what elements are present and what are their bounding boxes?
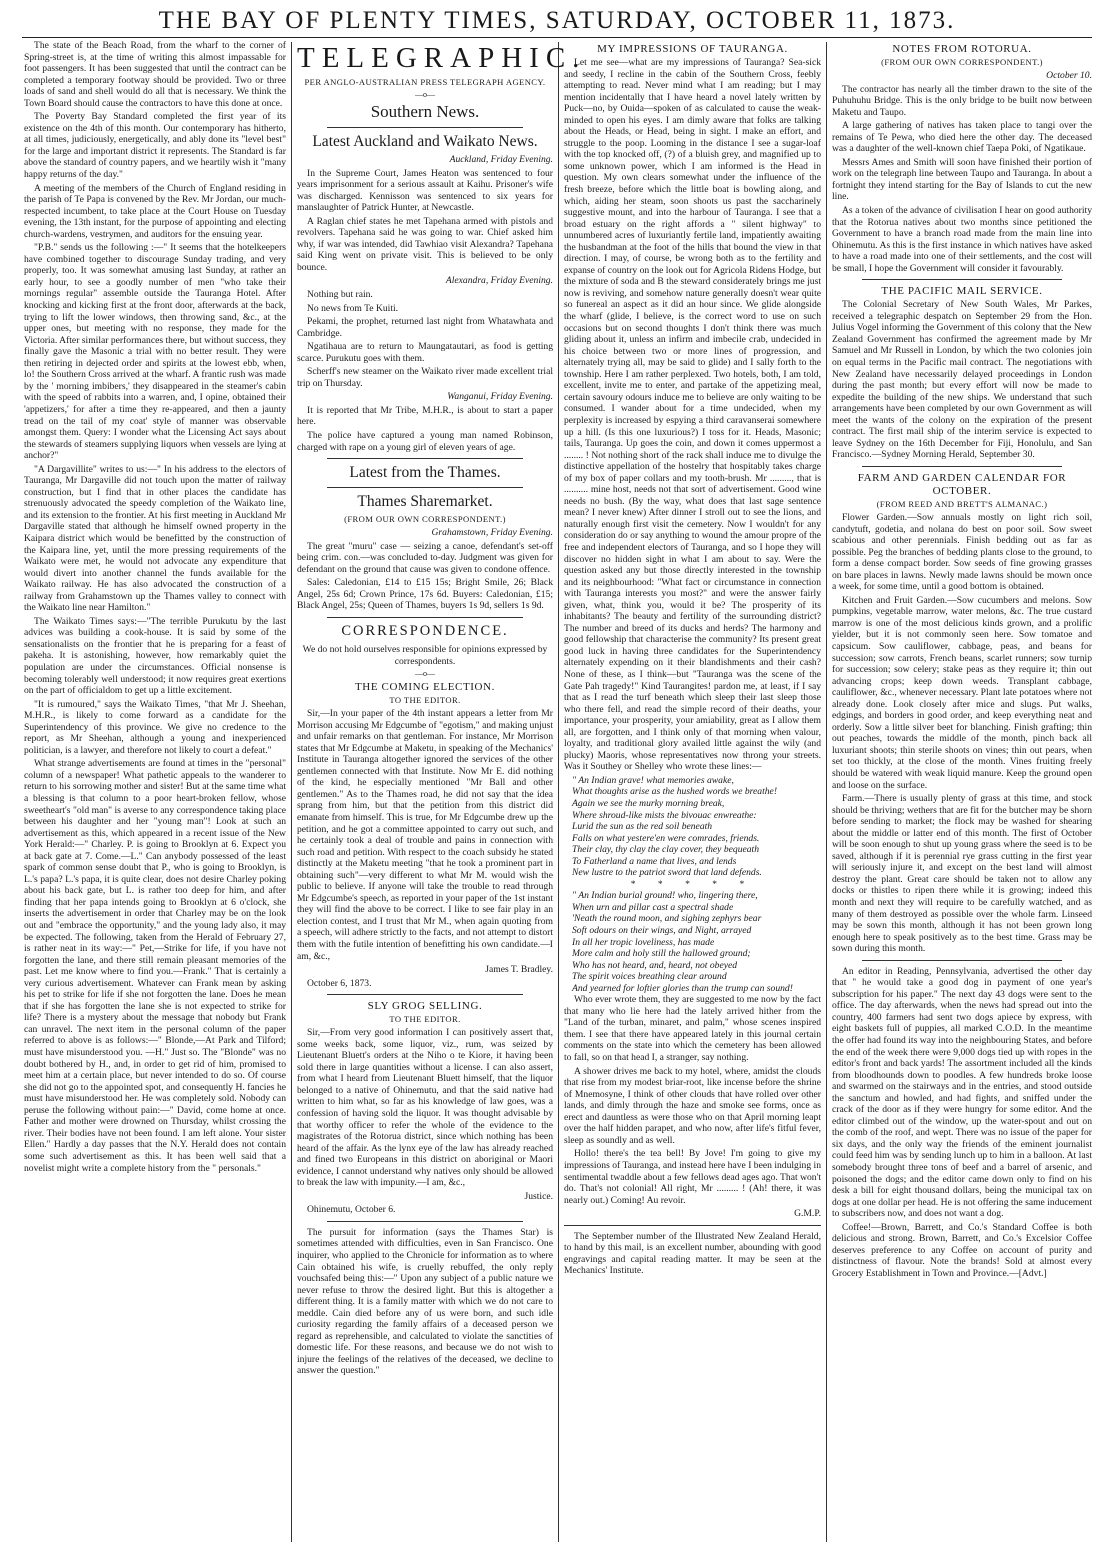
article-paragraph: A shower drives me back to my hotel, where, amidst the clouds that rise from my modest briar-root, like incense before the shrine of Mnemosyne, I think of other clouds that have rolled over other lands, and dimly through the haze and smoke see forms, once as erect and dauntless as were those who on that April morning leapt over the half hidden parapet, and who now, after life's fitful fever, sleep as soundly and as well. <box>564 1065 821 1146</box>
poem-line: In all her tropic loveliness, has made <box>572 936 715 948</box>
heading-farm-garden: FARM AND GARDEN CALENDAR FOR OCTOBER. <box>857 471 1067 497</box>
article-paragraph: The Colonial Secretary of New South Wales, Mr Parkes, received a telegraphic despatch on September 29 from the Hon. Julius Vogel informing the Government of this colony that the New Zealand Government has confirmed the agreement made by Mr Samuel and Mr Russell in London, by which the two colonies join on equal terms in the Pacific mail contract. The negotiations with New Zealand have necessarily delayed proceedings in London during the past month; but every effort will now be made to expedite the building of the new ships. We understand that such arrangements have been completed by our own Government as will meet the wants of the colony on the expiration of the present contract. The first mail ship of the interim service is expected to leave Sydney on the 16th December for Fiji, Honolulu, and San Francisco.—Sydney Morning Herald, September 30. <box>832 299 1092 461</box>
advertisement: Coffee!—Brown, Barrett, and Co.'s Standard Coffee is both delicious and strong. Brown, Barrett, and Co.'s Excelsior Coffee deserves preference to any Coffee on account of purity and distinctness of flavour. Note the brands! Sold at almost every Grocery Establishment in Town and Province.—[Advt.] <box>832 1221 1092 1279</box>
article-paragraph: A large gathering of natives has taken place to tangi over the remains of Te Pewa, who died here the other day. The deceased was a daughter of the well-known chief Taepa Poki, of Ngatikaue. <box>832 120 1092 155</box>
article-paragraph: The Waikato Times says:—"The terrible Purukutu by the last advices was building a cook-house. It is said by some of the sensationalists on the frontier that he is preparing for a feast of pakeha. It is astonishing, however, how remarkably quiet the population are under the circumstances. Official nonsense is becoming tolerably well understood; it now requires great exertions on the part of officialdom to get up a little excitement. <box>24 615 286 697</box>
article-paragraph: The state of the Beach Road, from the wharf to the corner of Spring-street is, at the time of writing this almost impassable for foot passengers. It has been suggested that until the contract can be completed a temporary footway should be provided. Two or three loads of sand and shell would do all that is necessary. We think the Town Board should cause the contractors to have this done at once. <box>24 40 286 109</box>
article-paragraph: An editor in Reading, Pennsylvania, advertised the other day that " he would take a good dog in payment of one year's subscription for his paper." The next day 43 dogs were sent to the office. The day afterwards, when the news had spread out into the country, 400 farmers had sent two dogs apiece by express, with eight baskets full of puppies, all marked C.O.D. In the meantime the offer had found its way into the neighbouring States, and before the end of the week there were 9,000 dogs tied up with ropes in the editor's front and back yards! The assortment included all the kinds from bloodhounds down to poodles. A few hundreds broke loose and swarmed on the stairways and in the entries, and stood outside the sanctum and howled, and had fights, and sniffed under the crack of the door as if they were hungry for some editor. And the editor climbed out of the window, up the water-spout and out on the comb of the roof, and wept. There was no issue of the paper for six days, and the only way the friends of the eminent journalist could feed him was by sending lunch up to him in a balloon. At last somebody brought three tons of beef and a barrel of arsenic, and poisoned the dogs; and the editor came down only to find on his desk a bill for eight thousand dollars, being the municipal tax on dogs at one dollar per head. He is not offering the same inducement to subscribers now, and does not want a dog. <box>832 965 1092 1220</box>
article-paragraph: The September number of the Illustrated New Zealand Herald, to hand by this mail, is an excellent number, abounding with good engravings and capital reading matter. It may be seen at the Mechanics' Institute. <box>564 1230 821 1277</box>
heading-latest-auckland: Latest Auckland and Waikato News. <box>312 133 538 150</box>
divider <box>327 994 523 995</box>
divider <box>327 127 523 128</box>
poem-line: What thoughts arise as the hushed words we breathe! <box>572 786 778 798</box>
column-divider <box>291 42 292 1542</box>
article-paragraph: Sales: Caledonian, £14 to £15 15s; Bright Smile, 26; Black Angel, 25s 6d; Crown Prince, 17s 6d. Buyers: Caledonian, £15; Black Angel, 25s; Queen of Thames, buyers 1s 9d, sellers 1s 9d. <box>297 577 553 612</box>
article-paragraph: Farm.—There is usually plenty of grass at this time, and stock should be thriving; wethers that are fit for the butcher may be shorn before sending to market; the flock may be washed for shearing about the middle or latter end of this month. The first of October will be soon enough to shut up young grass where the seed is to be saved, although if it is perennial rye grass cutting in the first year will seriously injure it, and except on the best land will almost destroy the plant. Great care should be taken not to allow any docks or thistles to ripen there while it is growing; indeed this month and next they will require to be carefully watched, and as many of them destroyed as possible over the whole farm. Linseed may be sown this month, although it has not been grown long enough here to speak positively as to the best time. Grass may be sown during this month. <box>832 793 1092 955</box>
poem-line: Again we see the murky morning break, <box>572 798 725 809</box>
article-paragraph: "P.B." sends us the following :—" It seems that the hotelkeepers have combined together to discourage Sunday trading, and very properly, too. It was somewhat amusing last Sunday, at rather an early hour, to see a goodly number of men "who take their mornings regular" assemble outside the Tauranga Hotel. After knocking and kicking first at the front door, afterwards at the back, trying to lift the lower windows, then throwing sand, &c., at the upper ones, but meeting with no response, they made for the Victoria. After similar performances there, but without success, they finally gave the Masonic a trial with no better result. They were then retiring in dejected order and spirits at the lowest ebb, when, lo! the Southern Cross arrived at the wharf. A frantic rush was made by the ' morning imbibers,' they disappeared in the steamer's cabin with the speed of rabbits into a warren, and, I opine, obtained their 'appetizers,' for after a time they re-appeared, and then a jaunty tread on the tail of my coat' style of manner was observable amongst them. Query: I wonder what the Licensing Act says about the stewards of steamers supplying liquors when vessels are lying at anchor?" <box>24 242 286 462</box>
article-paragraph: As a token of the advance of civilisation I hear on good authority that the Rotorua natives about two months since petitioned the Government to have a branch road made from the main line into Ohinemutu. As this is the first instance in which natives have asked to have a road made into one of their settlements, and the cost will be small, I hope the Government will consider it favourably. <box>832 205 1092 274</box>
article-paragraph: The contractor has nearly all the timber drawn to the site of the Puhuhuhu Bridge. This is the only bridge to be built now between Maketu and Taupo. <box>832 83 1092 118</box>
dateline: Grahamstown, Friday Evening. <box>431 527 553 539</box>
to-editor-line: TO THE EDITOR. <box>389 695 461 706</box>
article-paragraph: Let me see—what are my impressions of Tauranga? Sea-sick and seedy, I recline in the cabin of the Southern Cross, feebly attempting to read. Never mind what I am reading; but I may mention incidentally that I have heard a novel lately written by Puck—no, by Ouida—spoken of as calculated to cause the weak-minded to open his eyes. I am dimly aware that folks are talking about the Heads, or Head, being in sight. I make an effort, and struggle to the poop. Looming in the distance I see a sugar-loaf with the top knocked off, (?) of a bluish grey, and magnified up to some unknown power, which I am informed is the Head in question. My own clears somewhat under the influence of the fresh breeze, before which the little boat is bowling along, and which, aiding her steam, soon shoots us past the saccharinely suggestive mount, and into the harbour of Tauranga. I see that a broad estuary on the right affords a " silent highway" to unnumbered acres of luxuriantly fertile land, impatiently awaiting the husbandman at the foot of the hills that bound the view in that direction. I may, of course, be wrong both as to the fertility and expanse of country on the look out for Agricola Ridens Hodge, but the mixture of soda and B the steward considerately brings me just now is reviving, and somehow nature generally doesn't wear quite so funereal an aspect as it did an hour since. We glide alongside the wharf (glide, I believe, is the correct word to use on such occasions but on second thoughts I don't think there was much gliding about it, unless an infirm and imbecile crab, undecided in his choice between two or more lines of progression, and alternately trying all, may be said to glide) and I sally forth to the township. Here I am rather perplexed. Two hotels, both, I am told, excellent, invite me to enter, and partake of the appetizing meal, certain savoury odours induce me to believe are only waiting to be consumed. I wander about for a time undecided, when my perplexity is increased by espying a third caravanserai somewhere up a hill. (Is this one luxurious?) I toss for it. Heads, Masonic; tails, Tauranga. Up goes the coin, and down it comes uppermost a ........ ! Not nothing short of the rack shall induce me to divulge the distinctive appellation of the hostelry that hospitably takes charge of my box of paper collars and my tooth-brush. Mr ........., that is .......... mine host, needs not that sort of advertisement. Good wine needs no bush. (By the way, what does that last sage sentence mean? I never knew) After dinner I stroll out to see the lions, and naturally enough first visit the cemetery. Now I wouldn't for any consideration do or say anything to wound the amour propre of the free and independent electors of Tauranga, and so I hope they will discover no hidden sight in what I am about to say. Were the question asked any but those directly interested in the township and its neighbourhood: "What fact or circumstance in connection with Tauranga interests you most?" and were the answer fairly given, what, think you, would it be? The prosperity of its inhabitants? The beauty and fertility of the surrounding district? The number and breed of its ducks and herds? The harmony and good fellowship that characterise the community? Its present great good luck in having three candidates for the Superintendency alternately expending on it their blandishments and their cash? None of these, as I think—but "Tauranga was the scene of the Gate Pah tragedy!" Kind Taurangites! pardon me, at least, if I say that as I read the turf beneath which sleep their last sleep those who there fell, and read the simple record of their deaths, your importance, your prosperity, your amiability, great as I allow them all, are forgotten, and I think only of that morning when valour, loyalty, and traditional glory availed little against the wily (and plucky) Maoris, whose representatives now throng your streets. Was it Southey or Shelley who wrote these lines:— <box>564 57 821 773</box>
article-paragraph: The great "muru" case — seizing a canoe, defendant's set-off being crim. con.—was concluded to-day. Judgment was given for defendant on the ground that cause was given to condone offence. <box>297 540 553 575</box>
heading-sly-grog: SLY GROG SELLING. <box>367 1000 483 1013</box>
dateline: Auckland, Friday Evening. <box>449 154 553 165</box>
correspondent-line: (FROM OUR OWN CORRESPONDENT.) <box>344 514 506 525</box>
article-paragraph: Who ever wrote them, they are suggested to me now by the fact that many who lie here had the lately arrived hither from the "Land of the turban, minaret, and palm," whose scenes inspired them. I see that there have appeared lately in this journal certain comments on the state into which the cemetery has been allowed to fall, so on that head I, a stranger, say nothing. <box>564 994 821 1064</box>
dateline: October 10. <box>1046 70 1092 81</box>
article-paragraph: Pekami, the prophet, returned last night from Whatawhata and Cambridge. <box>297 316 553 339</box>
article-paragraph: Sir,—From very good information I can positively assert that, some weeks back, some liquor, viz., rum, was seized by Lieutenant Bluett's orders at the Niho o te Kiore, it having been sold there in large quantities without a license. I can also assert, from what I heard from Lieutenant Bluett himself, that the liquor belonged to a native of Ohinemutu, and that the said native had written to him what, so far as his knowledge of law goes, was a confession of having sold the liquor. It was thought advisable by that worthy officer to refer the whole of the evidence to the magistrates of the Rotorua district, since which nothing has been heard of the affair. As the lynx eye of the law has already reached and fined two Europeans in this district on aboriginal or Maori evidence, I cannot understand why natives only should be allowed to break the law with impunity.—I am, &c., <box>297 1027 553 1189</box>
article-paragraph: Kitchen and Fruit Garden.—Sow cucumbers and melons. Sow pumpkins, vegetable marrow, water melons, &c. The true custard marrow is one of the most delicious kinds grown, and a prolific yielder, but it is not commonly seen here. Sow tomatoe and capsicum. Sow cauliflower, cabbage, peas, and beans for succession; sow carrots, French beans, scarlet runners; sow turnip for succession; sow celery; stake peas as they require it; thin out advancing crops; keep down weeds. Transplant cabbage, cauliflower, &c., whenever necessary. Plant late potatoes where not already done. Look closely after mice and slugs. Put walks, edgings, and borders in good order, and keep everything neat and orderly. Sow a little silver beet for blanching. Finish grafting; thin out peaches, towards the middle of the month, pinch back all luxuriant shoots; thin sterile shoots on vines; thin out pears, when set too thickly, at the close of the month. Vines fruiting freely should be watered with weak liquid manure. Keep the ground open and loose on the surface. <box>832 594 1092 791</box>
poem-line: " An Indian burial ground! who, lingering there, <box>572 890 758 902</box>
divider <box>862 279 1062 280</box>
heading-latest-thames: Latest from the Thames. <box>349 464 501 482</box>
poem-line: New lustre to the patriot sword that land defends. <box>572 867 762 879</box>
poem-line: The spirit voices breathing clear around <box>572 971 727 983</box>
almanac-line: (FROM REED AND BRETT'S ALMANAC.) <box>876 498 1048 509</box>
divider <box>327 617 523 618</box>
poem-line: More calm and holy still the hallowed ground; <box>572 948 751 960</box>
poem <box>564 775 821 879</box>
article-paragraph: Scherff's new steamer on the Waikato river made excellent trial trip on Thursday. <box>297 366 553 389</box>
article-paragraph: Messrs Ames and Smith will soon have finished their portion of work on the telegraph line between Taupo and Tauranga. In about a fortnight they intend starting for the Bay of Islands to cut the new line. <box>832 156 1092 203</box>
poem-line: Who has not heard, and, heard, not obeyed <box>572 959 738 971</box>
article-paragraph: No news from Te Kuiti. <box>307 302 399 314</box>
signature: Justice. <box>524 1190 553 1202</box>
article-paragraph: Hollo! there's the tea bell! By Jove! I'm going to give my impressions of Tauranga, and instead here have I been indulging in sentimental twaddle about a few fellows dead ages ago. That won't do. That's not colonial! All right, Mr ......... ! (Ah! there, it was nearly out.) Coming! Au revoir. <box>564 1148 821 1206</box>
dateline: Alexandra, Friday Evening. <box>445 275 553 287</box>
agency-line: PER ANGLO-AUSTRALIAN PRESS TELEGRAPH AGENCY. <box>304 77 546 87</box>
article-paragraph: The Poverty Bay Standard completed the first year of its existence on the 4th of this month. Our contemporary has hitherto, at all times, judiciously, energetically, and ably done its "level best" for the large and important district it represents. The Standard is far above the standard of country papers, and we heartily wish it "many happy returns of the day." <box>24 111 286 181</box>
article-paragraph: A Raglan chief states he met Tapehana armed with pistols and revolvers. Tapehana said he was going to war. Chief asked him why, if war was intended, did Tawhiao visit Alexandra? Tapehana said King went on private visit. This is believed to be only bounce. <box>297 215 553 273</box>
article-paragraph: The pursuit for information (says the Thames Star) is sometimes attended with difficulties, even in San Francisco. One inquirer, who applied to the Chronicle for information as to where Cain obtained his wife, is cruelly rebuffed, the only reply vouchsafed being this:—" Upon any subject of a public nature we never refuse to throw the desired light. But this is altogether a different thing. It is a family matter with which we do not care to meddle. Cain died before any of us were born, and such idle curiosity regarding the family affairs of a deceased person we regard as reprehensible, and calculated to violate the sanctities of domestic life. For these reasons, and because we do not wish to injure the feelings of the relatives of the deceased, we decline to answer the question." <box>297 1226 553 1377</box>
letter-date: October 6, 1873. <box>307 977 372 989</box>
poem <box>564 890 821 994</box>
disclaimer: We do not hold ourselves responsible for opinions expressed by correspondents. <box>302 643 548 667</box>
poem-line: And yearned for loftier glories than the trump can sound! <box>572 982 793 994</box>
divider <box>862 960 1062 961</box>
ornament: —o— <box>415 669 435 679</box>
poem-line: When urn and pillar cast a spectral shade <box>572 901 734 913</box>
column-divider <box>558 42 559 1542</box>
divider <box>564 1225 821 1226</box>
heading-pacific-mail: THE PACIFIC MAIL SERVICE. <box>881 285 1043 298</box>
article-paragraph: In the Supreme Court, James Heaton was sentenced to four years imprisonment for a serious assault at Kaihu. Prisoner's wife was discharged. Kennisson was sentenced to six years for manslaughter of Patrick Hunter, at Newcastle. <box>297 167 553 214</box>
article-paragraph: What strange advertisements are found at times in the "personal" column of a newspaper! What pathetic appeals to the wanderer to return to his sorrowing mother and sister! But at the same time what a blessing is that column to a poor heart-broken fellow, whose sweetheart's "old man" is averse to any correspondence taking place between his daughter and her "young man"! Look at such an advertisement as this, which appeared in a recent issue of the New York Herald:—" Charley. P. is going to Brooklyn at 6. Expect you at back gate at 7. Come.—L." Can anybody possessed of the least spark of common sense doubt that P., who is going to Brooklyn, is L.'s papa? L.'s papa, it is quite clear, does not desire Charley poking about his back gate, but L. is rather too deep for him, and after finding that her papa intends going to Brooklyn at 6 o'clock, she inserts the advertisement in order that Charley may be on the look out and "embrace the opportunity," and the young lady also, it may be expected. The following, taken from the Herald of February 27, is rather neat in its way:—" Pet,—Strike for life, if you have not forgotten the lane, and there still remain pleasant memories of the past. Let me know where to find you.—Frank." That is certainly a very curious advertisement. Whatever can Frank mean by asking his pet to strike for life if she not forgotten the lane. Does he mean that if she has forgotten the lane she is not expected to strike for life? There is a mystery about the message that nobody but Frank can unravel. The next item in the personal column of the paper referred to above is as follows:—" Blonde,—At Park and Tilford; must have misunderstood you. —H." Just so. The "Blonde" was no doubt bothered by H., and, in order to get rid of him, promised to meet him at a certain place, but never intended to do so. Of course she did not go to the appointed spot, and consequently H. fancies he must have misunderstood her. He was completely sold. Nobody can peruse the following without pain:—" David, come home at once. Father and mother were drowned on Thursday, whilst crossing the river. Their bodies have not been found. I am left alone. Your sister Ellen." Hardly a day passes that the N.Y. Herald does not contain some such advertisement as this. It has been well said that a novelist might write a complete history from the " personals." <box>24 758 286 1174</box>
article-paragraph: It is reported that Mr Tribe, M.H.R., is about to start a paper here. <box>297 404 553 428</box>
poem-line: To Fatherland a name that lives, and lends <box>572 855 737 867</box>
correspondent-line: (FROM OUR OWN CORRESPONDENT.) <box>881 57 1043 67</box>
heading-southern-news: Southern News. <box>370 102 480 121</box>
divider <box>862 466 1062 467</box>
column-divider <box>826 42 827 1542</box>
column-1 <box>24 40 286 1545</box>
heading-thames-sharemarket: Thames Sharemarket. <box>357 493 493 511</box>
heading-correspondence: CORRESPONDENCE. <box>341 622 509 639</box>
divider <box>327 1221 523 1222</box>
column-4 <box>832 40 1092 1545</box>
article-paragraph: "It is rumoured," says the Waikato Times, "that Mr J. Sheehan, M.H.R., is likely to come forward as a candidate for the Superintendency of this province. We give no credence to the report, as Mr Sheehan, although a young and inexperienced politician, is a lawyer, and therefore not likely to court a defeat." <box>24 698 286 756</box>
signature: James T. Bradley. <box>485 964 553 976</box>
poem-line: Lurid the sun as the red soil beneath <box>572 821 713 833</box>
signature: G.M.P. <box>794 1208 821 1220</box>
article-paragraph: "A Dargavillite" writes to us:—" In his address to the electors of Tauranga, Mr Dargaville did not touch upon the matter of railway construction, but I find that in other places the candidate has strenuously advocated the speedy completion of the Waikato line, and its extension to the frontier. At his first meeting in Auckland Mr Dargaville stated that although he himself owned property in the Kaipara district which would be benefitted by the construction of the Kaipara line, yet, until the more pressing requirements of the Waikato were met, he would not advocate any expenditure that would divert into another channel the funds available for the Waikato railway. He has also advocated the construction of a railway from Grahamstown up the Thames valley to connect with the Waikato line near Hamilton." <box>24 463 286 614</box>
ornament: —o— <box>415 90 435 99</box>
heading-notes-rotorua: NOTES FROM ROTORUA. <box>892 43 1032 55</box>
heading-coming-election: THE COMING ELECTION. <box>354 681 495 694</box>
masthead: THE BAY OF PLENTY TIMES, SATURDAY, OCTOBER 11, 1873. <box>158 7 956 34</box>
divider <box>327 487 523 488</box>
article-paragraph: Flower Garden.—Sow annuals mostly on light rich soil, candytuft, godetia, and nolana do best on poor soil. Sow sweet scabious and other perennials. Finish bedding out as far as possible. Peg the branches of bedding plants close to the ground, to form a dense compact border. Sow seeds of fine growing grasses on bare places in lawns. Newly made lawns should be mown once a week, for some time, until a good bottom is obtained. <box>832 511 1092 593</box>
section-title-telegraphic: TELEGRAPHIC. <box>297 42 587 74</box>
article-paragraph: Nothing but rain. <box>307 289 373 301</box>
article-paragraph: Ngatihaua are to return to Maungatautari, as food is getting scarce. Purukutu goes with them. <box>297 341 553 364</box>
stars-separator: * * * * * <box>630 878 755 890</box>
column-3 <box>564 40 821 1545</box>
to-editor-line: TO THE EDITOR. <box>389 1014 461 1025</box>
article-paragraph: The police have captured a young man named Robinson, charged with rape on a young girl of eleven years of age. <box>297 430 553 453</box>
letter-date: Ohinemutu, October 6. <box>307 1204 396 1216</box>
article-paragraph: A meeting of the members of the Church of England residing in the parish of Te Papa is convened by the Rev. Mr Jordan, our much-respected incumbent, to take place at the Court House on Tuesday evening, the 13th instant, for the purpose of appointing and electing church-wardens, vestrymen, and auditors for the ensuing year. <box>24 182 286 240</box>
poem-line: Soft odours on their wings, and Night, arrayed <box>572 925 752 937</box>
poem-line: " An Indian grave! what memories awake, <box>572 774 734 786</box>
heading-impressions-tauranga: MY IMPRESSIONS OF TAURANGA. <box>597 43 788 55</box>
poem-line: Their clay, thy clay the clay cover, they bequeath <box>572 844 760 856</box>
poem-line: Falls on what yestere'en were comrades, friends. <box>572 832 760 844</box>
article-paragraph: Sir,—In your paper of the 4th instant appears a letter from Mr Morrison accusing Mr Edgcumbe of "egotism," and making unjust and unfair remarks on that gentleman. For instance, Mr Morrison states that Mr Edgcumbe at Maketu, in speaking of the Mechanics' Institute in Tauranga altogether ignored the services of the other gentlemen connected with that Institute. Now Mr E. did nothing of the kind, he especially mentioned "Mr Ball and other gentlemen." As to the Thames road, he did not say that the idea sprang from him, but that the petition from this district did emanate from himself. This is true, for Mr Edgcumbe drew up the petition, and he got a committee appointed to carry out such, and he certainly took a deal of trouble and pains in connection with such road and petition. With respect to the coach subsidy he stated distinctly at the Maketu meeting "that he took a prominent part in obtaining such"—very different to what Mr M. would wish the public to believe. If anyone will take the trouble to read through Mr Edgcumbe's speech, as reported in your paper of the 1st instant they will find the above to be correct. I like to see fair play in an election contest, and I trust that Mr M., when again quoting from a speech, will adhere strictly to the facts, and not attempt to distort them with the futile intention of benefitting his own candidate.—I am, &c., <box>297 708 553 962</box>
poem-line: Where shroud-like mists the bivouac enwreathe: <box>572 809 757 821</box>
dateline: Wanganui, Friday Evening. <box>447 391 553 403</box>
masthead-rule <box>22 37 1092 38</box>
poem-line: 'Neath the round moon, and sighing zephyrs bear <box>572 913 762 925</box>
divider <box>327 458 523 459</box>
column-2 <box>297 40 587 1545</box>
